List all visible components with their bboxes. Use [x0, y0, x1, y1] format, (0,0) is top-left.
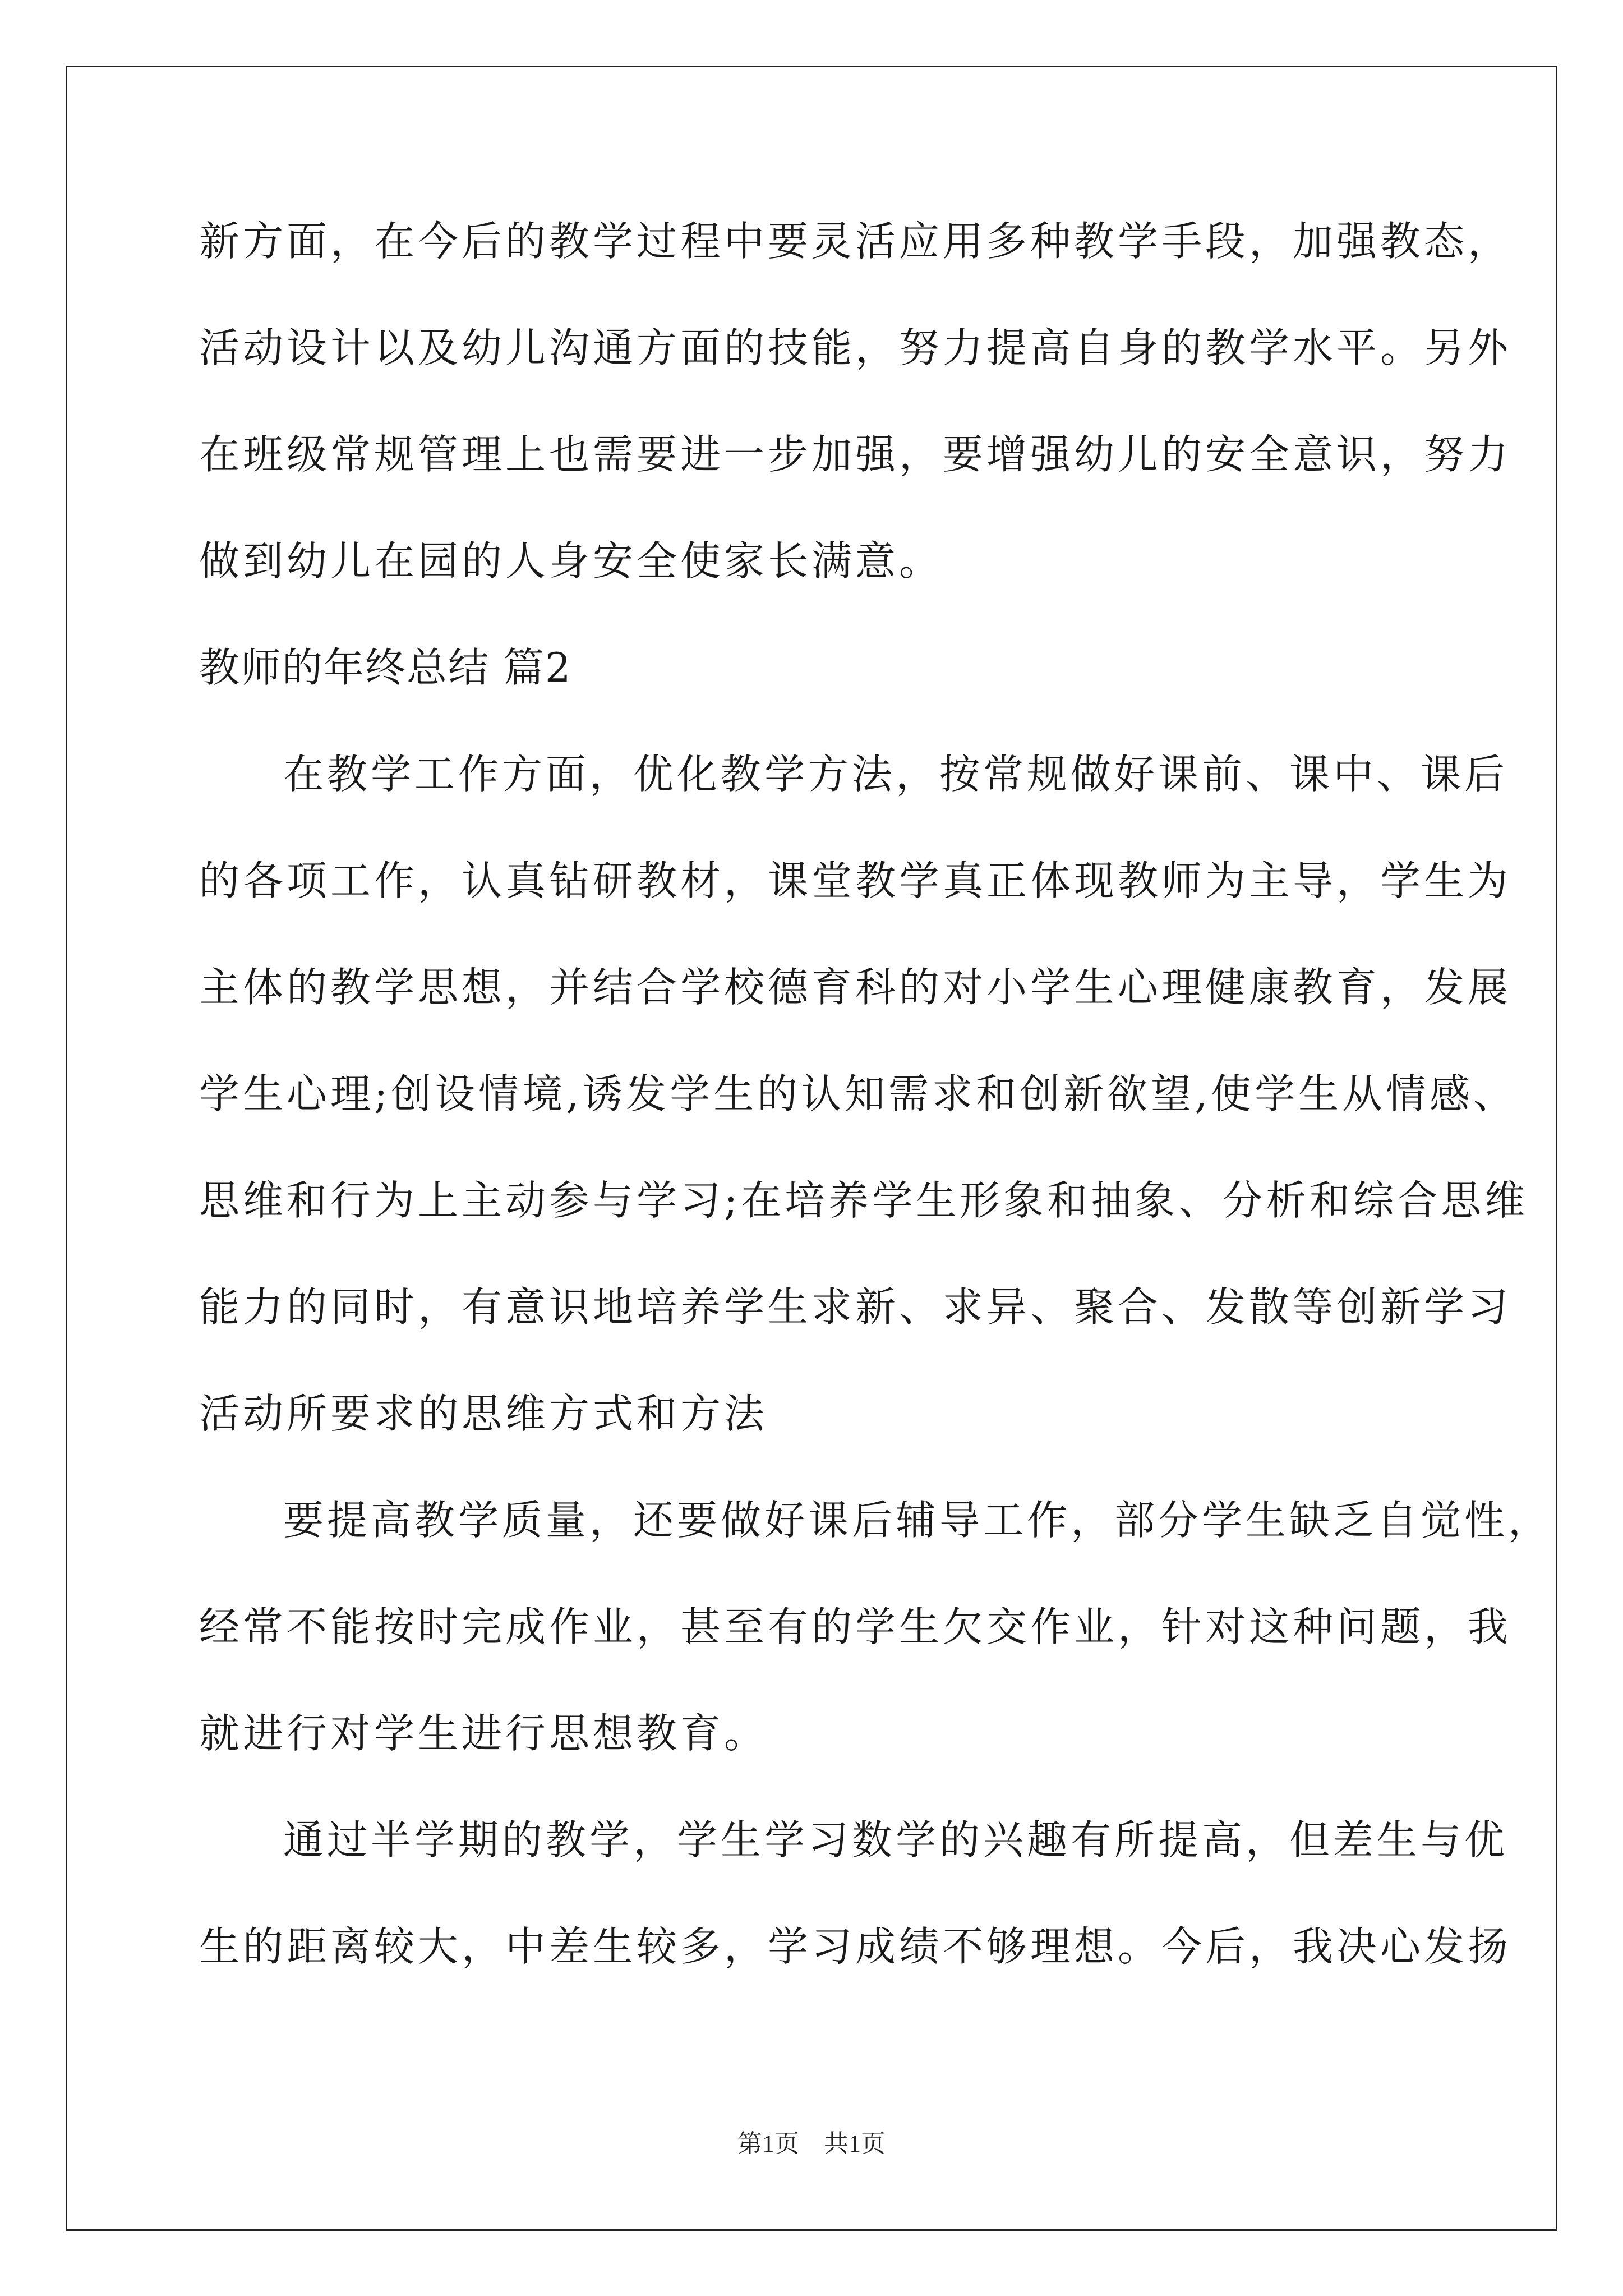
paragraph-2-line-5: 思维和行为上主动参与学习;在培养学生形象和抽象、分析和综合思维 — [199, 1177, 1529, 1224]
paragraph-3-line-1: 要提高教学质量，还要做好课后辅导工作，部分学生缺乏自觉性， — [283, 1497, 1552, 1544]
paragraph-2-line-3: 主体的教学思想，并结合学校德育科的对小学生心理健康教育，发展 — [199, 964, 1512, 1011]
paragraph-2-line-6: 能力的同时，有意识地培养学生求新、求异、聚合、发散等创新学习 — [199, 1283, 1512, 1331]
paragraph-2-line-2: 的各项工作，认真钻研教材，课堂教学真正体现教师为主导，学生为 — [199, 857, 1512, 904]
paragraph-2-line-1: 在教学工作方面，优化教学方法，按常规做好课前、课中、课后 — [283, 751, 1509, 798]
paragraph-1-line-4: 做到幼儿在园的人身安全使家长满意。 — [199, 537, 943, 585]
paragraph-2-line-7: 活动所要求的思维方式和方法 — [199, 1390, 768, 1437]
paragraph-4-line-2: 生的距离较大，中差生较多，学习成绩不够理想。今后，我决心发扬 — [199, 1923, 1512, 1970]
paragraph-3-line-2: 经常不能按时完成作业，甚至有的学生欠交作业，针对这种问题，我 — [199, 1603, 1512, 1650]
paragraph-2-line-4: 学生心理;创设情境,诱发学生的认知需求和创新欲望,使学生从情感、 — [199, 1070, 1518, 1117]
paragraph-1-line-2: 活动设计以及幼儿沟通方面的技能，努力提高自身的教学水平。另外 — [199, 324, 1512, 371]
paragraph-1-line-3: 在班级常规管理上也需要进一步加强，要增强幼儿的安全意识，努力 — [199, 431, 1512, 478]
page-border — [66, 66, 1557, 2231]
section-heading: 教师的年终总结 篇2 — [199, 644, 572, 691]
page-footer: 第1页 共1页 — [737, 2130, 886, 2157]
paragraph-3-line-3: 就进行对学生进行思想教育。 — [199, 1710, 768, 1757]
paragraph-1-line-1: 新方面，在今后的教学过程中要灵活应用多种教学手段，加强教态， — [199, 218, 1512, 265]
paragraph-4-line-1: 通过半学期的教学，学生学习数学的兴趣有所提高，但差生与优 — [283, 1816, 1509, 1864]
